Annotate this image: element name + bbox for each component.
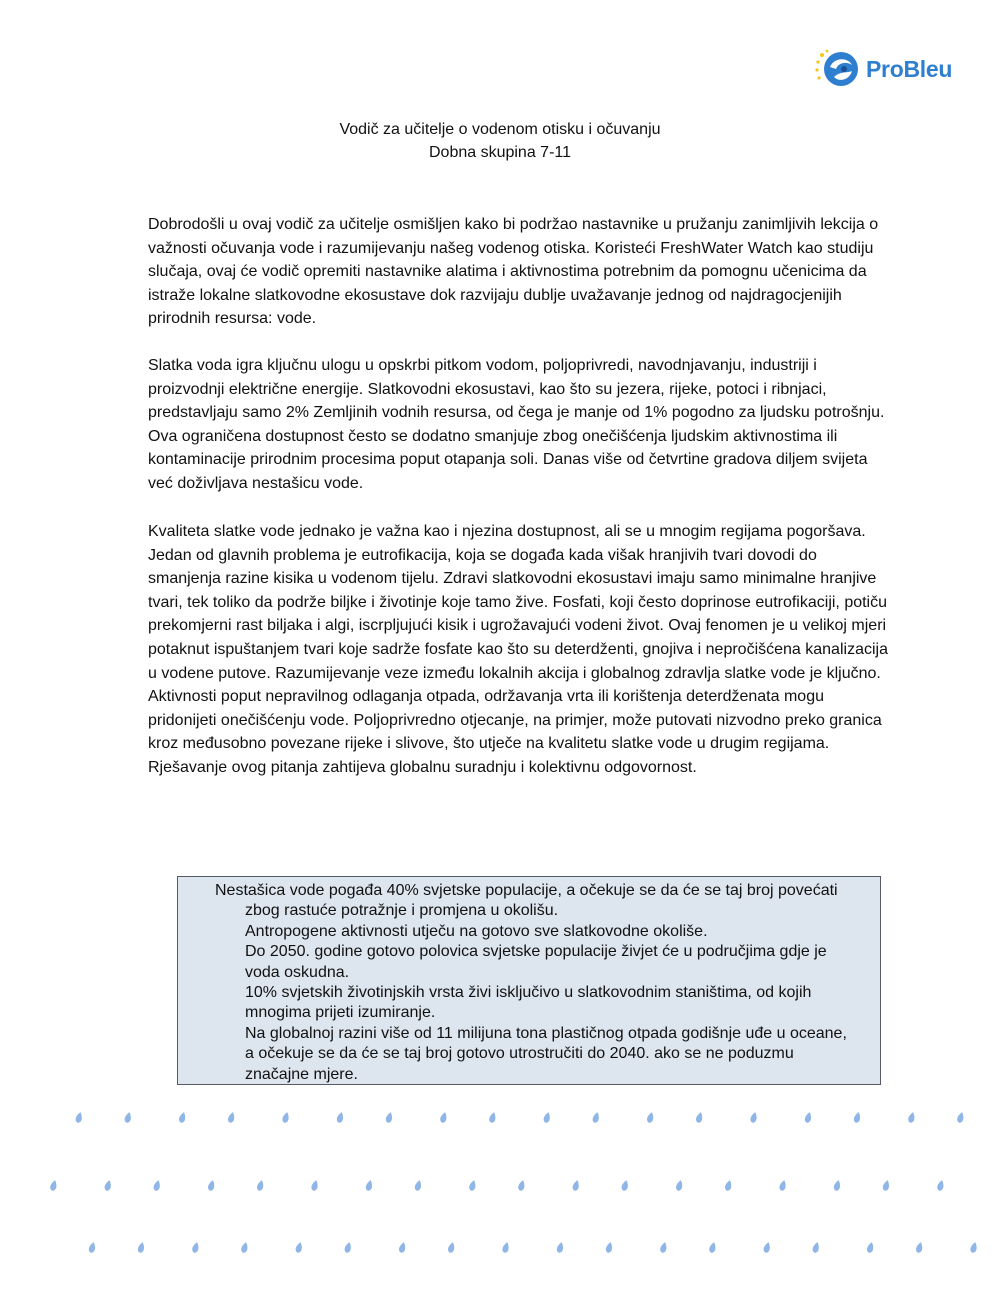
water-drop-icon (240, 1241, 249, 1253)
water-drop-icon (124, 1111, 133, 1123)
water-drop-icon (137, 1241, 146, 1253)
fact-item: Antropogene aktivnosti utječu na gotovo sve slatkovodne okoliše. (245, 922, 708, 940)
water-drop-icon (556, 1241, 565, 1253)
water-drop-icon (398, 1241, 407, 1253)
water-drop-icon (750, 1111, 759, 1123)
water-drop-icon (517, 1179, 526, 1191)
paragraph-text: Dobrodošli u ovaj vodič za učitelje osmišljen kako bi podržao nastavnike u pružanju zanimljivih lekcija o važnosti očuvanja vode i razumijevanju našeg vodenog otiska. Koristeći FreshWater Watch kao studiju slučaja, ovaj će vodič opremiti nastavnike alatima i aktivnostima potrebnim da pomognu učenicima da istraže lokalne slatkovodne ekosustave dok razvijaju dublje uvažavanje jednog od najdragocjenijih prirodnih resursa: vode. (148, 216, 879, 328)
probleu-emblem-icon (814, 47, 862, 91)
facts-box (177, 876, 881, 1085)
fact-item: Na globalnoj razini više od 11 milijuna tona plastičnog otpada godišnje uđe u oceane, a očekuje se da će se taj broj gotovo utrostručiti do 2040. ako se ne poduzmu značajne mjere. (245, 1024, 847, 1083)
water-drop-icon (191, 1241, 200, 1253)
water-drop-icon (295, 1241, 304, 1253)
page-title (0, 118, 1000, 164)
water-drop-icon (708, 1241, 717, 1253)
water-drop-icon (621, 1179, 630, 1191)
fact-item: Nestašica vode pogađa 40% svjetske populacije, a očekuje se da će se taj broj povećati zbog rastuće potražnje i promjena u okolišu. (215, 882, 838, 920)
water-drop-icon (256, 1179, 265, 1191)
water-drop-icon (915, 1241, 924, 1253)
water-drop-icon (936, 1179, 945, 1191)
water-drop-icon (336, 1111, 345, 1123)
water-drop-icon (605, 1241, 614, 1253)
water-drop-icon (907, 1111, 916, 1123)
subtitle-age-group: Dobna skupina 7-11 (428, 144, 572, 161)
water-drop-icon (882, 1179, 891, 1191)
fact-item: 10% svjetskih životinjskih vrsta živi isključivo u slatkovodnim staništima, od kojih mnogima prijeti izumiranje. (245, 984, 812, 1022)
water-drop-icon (75, 1111, 84, 1123)
water-drop-icon (804, 1111, 813, 1123)
logo-wordmark: ProBleu (866, 55, 953, 82)
title-line: Vodič za učitelje o vodenom otisku i očuvanju (339, 121, 661, 138)
water-drop-icon (502, 1241, 511, 1253)
water-drop-icon (468, 1179, 477, 1191)
water-drop-icon (543, 1111, 552, 1123)
water-drops-decoration (0, 1100, 1000, 1290)
water-drop-icon (833, 1179, 842, 1191)
water-drop-icon (178, 1111, 187, 1123)
intro-paragraph (148, 213, 893, 331)
water-drop-icon (572, 1179, 581, 1191)
fact-item: Do 2050. godine gotovo polovica svjetske populacije živjet će u područjima gdje je voda oskudna. (245, 943, 827, 981)
water-drop-icon (675, 1179, 684, 1191)
water-drop-icon (779, 1179, 788, 1191)
water-drop-icon (282, 1111, 291, 1123)
water-drop-icon (659, 1241, 668, 1253)
water-drop-icon (970, 1241, 979, 1253)
water-drop-icon (311, 1179, 320, 1191)
water-drop-icon (956, 1111, 965, 1123)
water-drop-icon (866, 1241, 875, 1253)
water-drop-icon (447, 1241, 456, 1253)
water-drop-icon (104, 1179, 113, 1191)
water-drop-icon (153, 1179, 162, 1191)
freshwater-paragraph (148, 354, 893, 496)
water-drop-icon (439, 1111, 448, 1123)
water-drop-icon (207, 1179, 216, 1191)
water-drop-icon (812, 1241, 821, 1253)
paragraph-text: Slatka voda igra ključnu ulogu u opskrbi pitkom vodom, poljoprivredi, navodnjavanju, industriji i proizvodnji električne energije. Slatkovodni ekosustavi, kao što su jezera, rijeke, potoci i ribnjaci, predstavljaju samo 2% Zemljinih vodnih resursa, od čega je manje od 1% pogodno za ljudsku potrošnju. Ova ograničena dostupnost često se dodatno smanjuje zbog onečišćenja ljudskim aktivnostima ili kontaminacije prirodnim procesima poput otapanja soli. Danas više od četvrtine gradova diljem svijeta već doživljava nestašicu vode. (148, 357, 885, 492)
paragraph-text: Kvaliteta slatke vode jednako je važna kao i njezina dostupnost, ali se u mnogim regijama pogoršava. Jedan od glavnih problema je eutrofikacija, koja se događa kada višak hranjivih tvari dovodi do smanjenja razine kisika u vodenom tijelu. Zdravi slatkovodni ekosustavi imaju samo minimalne hranjive tvari, tek toliko da podrže biljke i životinje koje tamo žive. Fosfati, koji često doprinose eutrofikaciji, potiču prekomjerni rast biljaka i algi, iscrpljujući kisik i ugrožavajući vodeni život. Ovaj fenomen je u velikoj mjeri potaknut ispuštanjem tvari koje sadrže fosfate kao što su deterdženti, gnojiva i nepročišćena kanalizacija u vodene putove. Razumijevanje veze između lokalnih akcija i globalnog zdravlja slatke vode je ključno. Aktivnosti poput nepravilnog odlaganja otpada, održavanja vrta ili korištenja deterdženata mogu pridonijeti onečišćenju vode. Poljoprivredno otjecanje, na primjer, može putovati nizvodno preko granica kroz međusobno povezane rijeke i slivove, što utječe na kvalitetu slatke vode u drugim regijama. Rješavanje ovog pitanja zahtijeva globalnu suradnju i kolektivnu odgovornost. (148, 523, 888, 776)
water-drop-icon (385, 1111, 394, 1123)
water-drop-icon (763, 1241, 772, 1253)
water-drop-icon (724, 1179, 733, 1191)
water-drop-icon (88, 1241, 97, 1253)
water-drop-icon (414, 1179, 423, 1191)
probleu-logo (814, 46, 974, 92)
water-drop-icon (592, 1111, 601, 1123)
water-drop-pattern (0, 1100, 1000, 1290)
water-drop-icon (488, 1111, 497, 1123)
water-drop-icon (853, 1111, 862, 1123)
water-quality-paragraph (148, 520, 893, 780)
water-drop-icon (365, 1179, 374, 1191)
water-drop-icon (49, 1179, 58, 1191)
water-drop-icon (695, 1111, 704, 1123)
water-drop-icon (227, 1111, 236, 1123)
water-drop-icon (344, 1241, 353, 1253)
water-drop-icon (646, 1111, 655, 1123)
